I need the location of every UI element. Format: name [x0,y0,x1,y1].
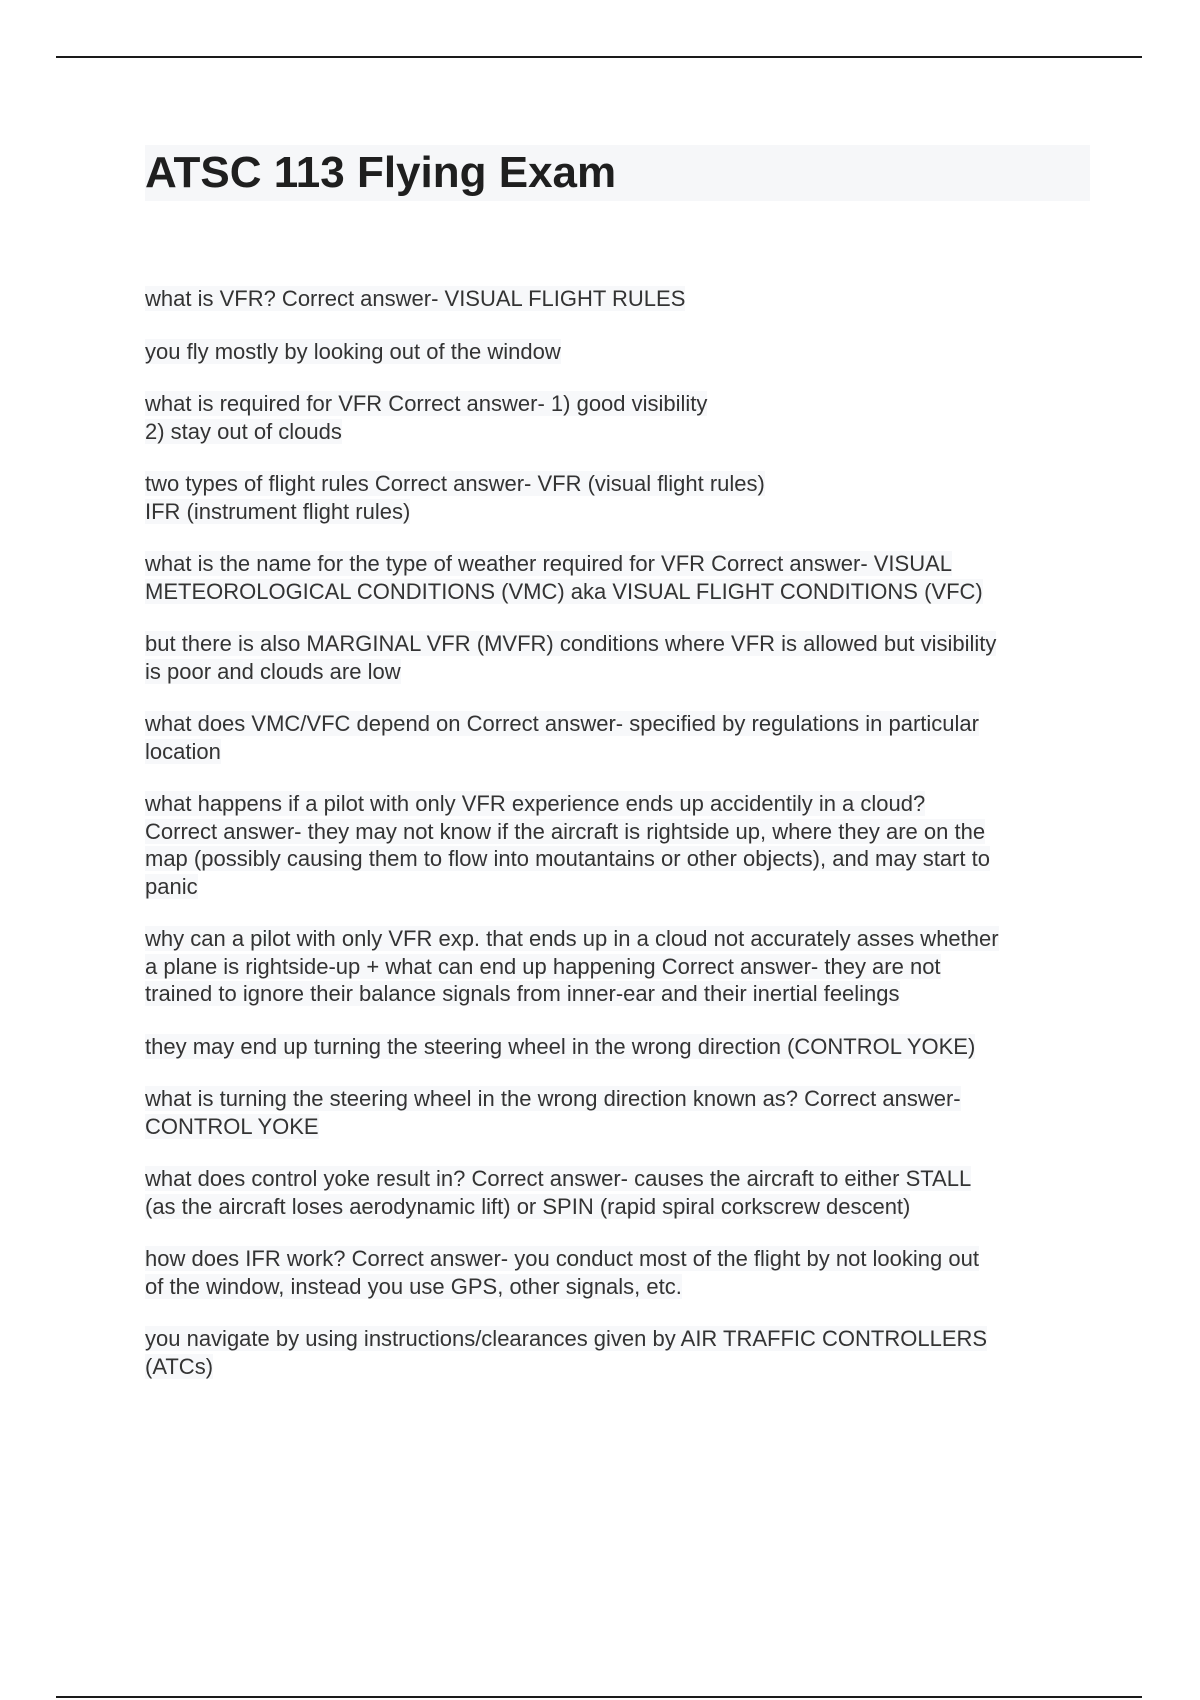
text-line-content: CONTROL YOKE [145,1113,319,1139]
text-line-content: is poor and clouds are low [145,658,401,684]
text-line [145,1165,1090,1193]
text-line [145,550,1090,578]
text-line [145,738,1090,766]
text-line-content: a plane is rightside-up + what can end up happening Correct answer- they are not [145,953,941,979]
text-line-content: what is turning the steering wheel in the wrong direction known as? Correct answer- [145,1086,961,1111]
text-line-content: what is required for VFR Correct answer- 1) good visibility [145,391,708,416]
qa-paragraph [145,550,1090,605]
text-line-content: Correct answer- they may not know if the aircraft is rightside up, where they are on the [145,818,986,844]
qa-paragraph [145,630,1090,685]
text-line-content: IFR (instrument flight rules) [145,498,411,524]
text-line [145,1033,1090,1061]
text-line [145,1273,1090,1301]
text-line-content: what does VMC/VFC depend on Correct answer- specified by regulations in particular [145,711,979,736]
text-line-content: METEOROLOGICAL CONDITIONS (VMC) aka VISUAL FLIGHT CONDITIONS (VFC) [145,578,983,604]
text-line [145,1325,1090,1353]
qa-paragraph [145,390,1090,445]
qa-paragraph [145,470,1090,525]
text-line [145,390,1090,418]
text-line-content: what is the name for the type of weather required for VFR Correct answer- VISUAL [145,551,953,576]
qa-paragraph [145,1085,1090,1140]
text-line [145,845,1090,873]
text-line [145,1113,1090,1141]
text-line-content: map (possibly causing them to flow into moutantains or other objects), and may start to [145,846,990,871]
text-line [145,1085,1090,1113]
text-line [145,1245,1090,1273]
text-line-content: you navigate by using instructions/clearances given by AIR TRAFFIC CONTROLLERS [145,1326,988,1351]
text-line [145,498,1090,526]
qa-paragraph [145,338,1090,366]
text-line-content: how does IFR work? Correct answer- you conduct most of the flight by not looking out [145,1246,979,1271]
text-line-content: panic [145,873,198,899]
text-line [145,418,1090,446]
qa-paragraph [145,1033,1090,1061]
top-rule [56,56,1142,58]
qa-paragraph [145,285,1090,313]
text-line-content: why can a pilot with only VFR exp. that ends up in a cloud not accurately asses whether [145,926,999,951]
text-line-content: what does control yoke result in? Correct answer- causes the aircraft to either STALL [145,1166,972,1191]
text-line [145,710,1090,738]
text-line [145,285,1090,313]
text-line [145,338,1090,366]
page-title: ATSC 113 Flying Exam [145,148,617,197]
text-line [145,980,1090,1008]
text-line [145,470,1090,498]
document-body [145,145,1090,1405]
bottom-rule [56,1696,1142,1698]
text-line-content: 2) stay out of clouds [145,418,342,444]
text-line-content: but there is also MARGINAL VFR (MVFR) conditions where VFR is allowed but visibility [145,631,997,656]
text-line-content: (as the aircraft loses aerodynamic lift) or SPIN (rapid spiral corkscrew descent) [145,1193,911,1219]
text-line-content: they may end up turning the steering wheel in the wrong direction (CONTROL YOKE) [145,1033,976,1059]
text-line-content: location [145,738,221,764]
text-line [145,630,1090,658]
text-line-content: you fly mostly by looking out of the window [145,338,561,364]
text-line-content: (ATCs) [145,1353,214,1379]
title-block [145,145,1090,201]
text-line-content: what is VFR? Correct answer- VISUAL FLIGHT RULES [145,286,686,311]
qa-paragraph [145,1325,1090,1380]
qa-paragraph [145,710,1090,765]
text-line [145,925,1090,953]
text-line [145,1193,1090,1221]
text-line [145,873,1090,901]
text-line [145,658,1090,686]
qa-list [145,285,1090,1380]
text-line [145,818,1090,846]
qa-paragraph [145,1165,1090,1220]
text-line-content: trained to ignore their balance signals from inner-ear and their inertial feelings [145,981,900,1006]
text-line [145,1353,1090,1381]
text-line-content: of the window, instead you use GPS, other signals, etc. [145,1273,682,1299]
qa-paragraph [145,790,1090,900]
text-line-content: two types of flight rules Correct answer- VFR (visual flight rules) [145,471,765,496]
text-line [145,953,1090,981]
qa-paragraph [145,925,1090,1008]
text-line-content: what happens if a pilot with only VFR experience ends up accidentily in a cloud? [145,791,926,816]
text-line [145,790,1090,818]
qa-paragraph [145,1245,1090,1300]
text-line [145,578,1090,606]
